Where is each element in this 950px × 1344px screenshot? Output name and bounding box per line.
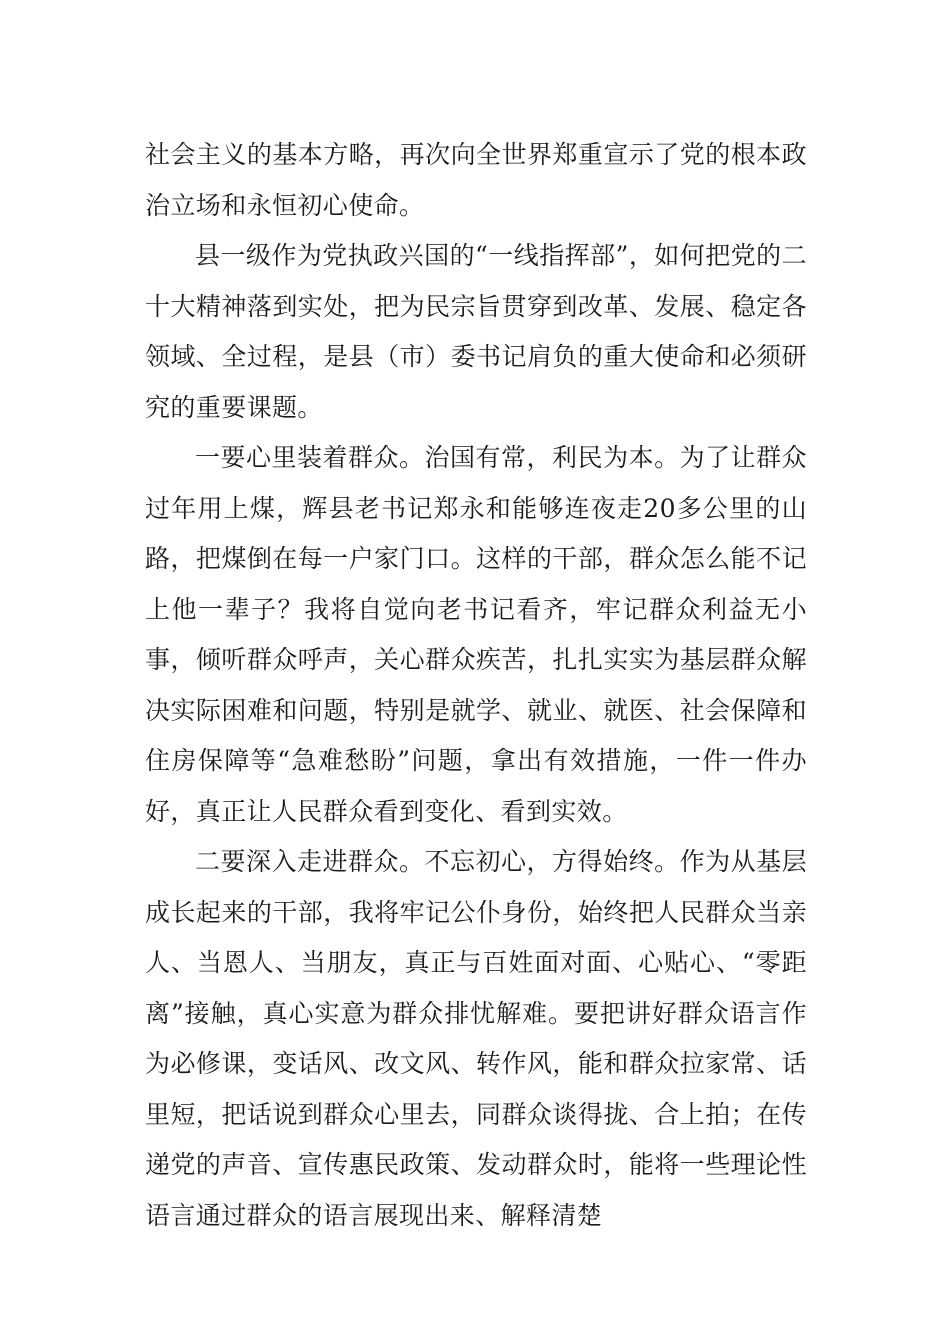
paragraph-point-two: 二要深入走进群众。不忘初心，方得始终。作为从基层成长起来的干部，我将牢记公仆身份，始终把人民群众当亲人、当恩人、当朋友，真正与百姓面对面、心贴心、“零距离”接触，真心实意为群众排忧解难。要把讲好群众语言作为必修课，变话风、改文风、转作风，能和群众拉家常、话里短，把话说到群众心里去，同群众谈得拢、合上拍；在传递党的声音、宣传惠民政策、发动群众时，能将一些理论性语言通过群众的语言展现出来、解释清楚 [145, 847, 807, 1230]
paragraph-point-one: 一要心里装着群众。治国有常，利民为本。为了让群众过年用上煤，辉县老书记郑永和能够连夜走20多公里的山路，把煤倒在每一户家门口。这样的干部，群众怎么能不记上他一辈子？我将自觉向老书记看齐，牢记群众利益无小事，倾听群众呼声，关心群众疾苦，扎扎实实为基层群众解决实际困难和问题，特别是就学、就业、就医、社会保障和住房保障等“急难愁盼”问题，拿出有效措施，一件一件办好，真正让人民群众看到变化、看到实效。 [145, 443, 807, 826]
paragraph-county-level: 县一级作为党执政兴国的“一线指挥部”，如何把党的二十大精神落到实处，把为民宗旨贯穿到改革、发展、稳定各领域、全过程，是县（市）委书记肩负的重大使命和必须研究的重要课题。 [145, 241, 807, 422]
body-text [145, 130, 807, 1241]
paragraph-continuation: 社会主义的基本方略，再次向全世界郑重宣示了党的根本政治立场和永恒初心使命。 [145, 140, 807, 220]
